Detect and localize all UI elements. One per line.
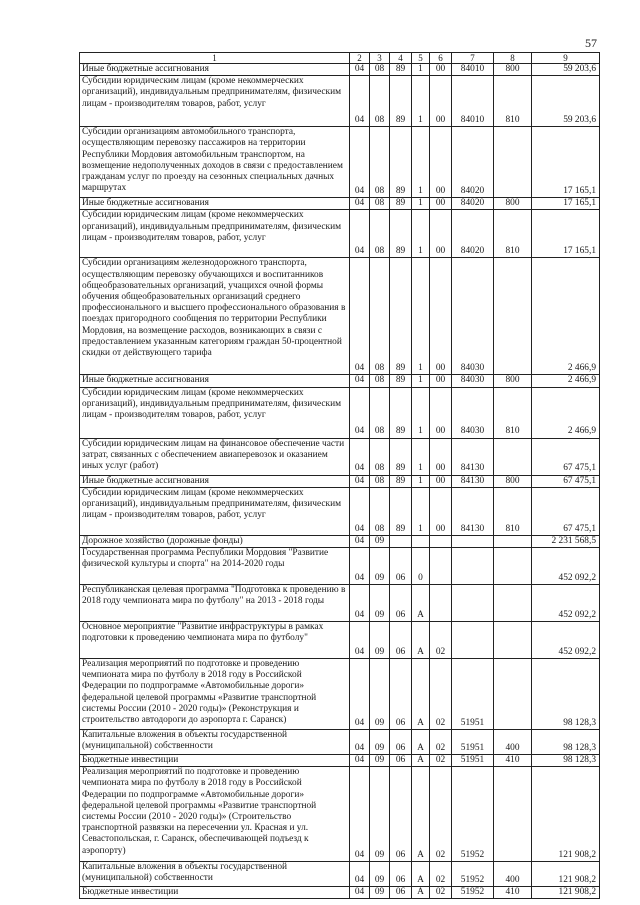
section-code-cell: 04 [350,198,370,210]
amount-cell: 59 203,6 [532,64,600,76]
row-name-cell: Субсидии юридическим лицам на финансовое обеспечение части затрат, связанных с обеспечением авиаперевозок и оказанием иных услуг (работ) [80,438,350,475]
subsection-code-cell: 09 [370,730,390,755]
measure-code-cell: 02 [430,887,452,899]
subsection-code-cell: 08 [370,487,390,535]
row-name-cell: Субсидии юридическим лицам (кроме некоммерческих организаций), индивидуальным предпринимателям, физическим лицам - производителям товаров, работ, услуг [80,387,350,438]
column-number-header [80,53,600,64]
header-cell: 9 [532,53,600,64]
direction-code-cell: 84020 [452,210,494,258]
amount-cell: 2 466,9 [532,258,600,375]
budget-table [79,52,600,899]
section-code-cell: 04 [350,387,370,438]
direction-code-cell: 84030 [452,258,494,375]
subprogram-code-cell: А [412,659,430,730]
program-code-cell: 89 [390,76,412,127]
direction-code-cell: 51951 [452,659,494,730]
section-code-cell: 04 [350,438,370,475]
amount-cell: 67 475,1 [532,438,600,475]
row-name-cell: Капитальные вложения в объекты государственной (муниципальной) собственности [80,862,350,887]
header-cell: 8 [494,53,532,64]
expense-type-code-cell [494,535,532,547]
direction-code-cell: 84020 [452,127,494,198]
subprogram-code-cell: А [412,767,430,862]
row-name-cell: Капитальные вложения в объекты государственной (муниципальной) собственности [80,730,350,755]
expense-type-code-cell: 800 [494,198,532,210]
subsection-code-cell: 09 [370,862,390,887]
amount-cell: 2 466,9 [532,387,600,438]
section-code-cell: 04 [350,375,370,387]
subsection-code-cell: 09 [370,535,390,547]
amount-cell: 2 231 568,5 [532,535,600,547]
program-code-cell: 06 [390,622,412,659]
subprogram-code-cell: А [412,862,430,887]
subprogram-code-cell: 1 [412,198,430,210]
measure-code-cell: 00 [430,475,452,487]
expense-type-code-cell: 400 [494,730,532,755]
measure-code-cell: 00 [430,487,452,535]
subsection-code-cell: 09 [370,887,390,899]
table-row [80,535,600,547]
subprogram-code-cell: 1 [412,375,430,387]
direction-code-cell: 84010 [452,64,494,76]
table-row [80,375,600,387]
section-code-cell: 04 [350,887,370,899]
expense-type-code-cell [494,767,532,862]
header-cell: 1 [80,53,350,64]
subsection-code-cell: 09 [370,585,390,622]
table-row [80,622,600,659]
amount-cell: 121 908,2 [532,887,600,899]
table-row [80,127,600,198]
amount-cell: 452 092,2 [532,585,600,622]
header-cell: 5 [412,53,430,64]
table-row [80,438,600,475]
expense-type-code-cell [494,622,532,659]
subsection-code-cell: 09 [370,548,390,585]
subsection-code-cell: 08 [370,64,390,76]
subsection-code-cell: 08 [370,198,390,210]
row-name-cell: Субсидии организациям железнодорожного транспорта, осуществляющим перевозку обучающихся и воспитанников общеобразовательных организаций, учащихся очной формы обучения общеобразовательных организаций среднего профессионального и высшего профессионального образования в поездах пригородного сообщения по территории Республики Мордовия, на возмещение расходов, возникающих в связи с предоставлением указанным категориям граждан 50-процентной скидки от действующего тарифа [80,258,350,375]
direction-code-cell: 84130 [452,487,494,535]
measure-code-cell [430,585,452,622]
amount-cell: 67 475,1 [532,487,600,535]
table-row [80,887,600,899]
measure-code-cell: 00 [430,64,452,76]
expense-type-code-cell [494,659,532,730]
row-name-cell: Дорожное хозяйство (дорожные фонды) [80,535,350,547]
subprogram-code-cell: 1 [412,258,430,375]
amount-cell: 121 908,2 [532,767,600,862]
header-cell: 4 [390,53,412,64]
program-code-cell: 06 [390,887,412,899]
amount-cell: 98 128,3 [532,730,600,755]
subsection-code-cell: 08 [370,438,390,475]
measure-code-cell: 02 [430,862,452,887]
expense-type-code-cell [494,585,532,622]
program-code-cell: 89 [390,64,412,76]
table-row [80,198,600,210]
amount-cell: 67 475,1 [532,475,600,487]
subsection-code-cell: 08 [370,210,390,258]
table-row [80,862,600,887]
subprogram-code-cell: 1 [412,76,430,127]
measure-code-cell: 02 [430,622,452,659]
subprogram-code-cell: 1 [412,387,430,438]
direction-code-cell: 51952 [452,767,494,862]
section-code-cell: 04 [350,659,370,730]
header-cell: 3 [370,53,390,64]
expense-type-code-cell: 410 [494,887,532,899]
section-code-cell: 04 [350,767,370,862]
table-row [80,659,600,730]
direction-code-cell [452,585,494,622]
direction-code-cell: 84130 [452,438,494,475]
expense-type-code-cell [494,548,532,585]
table-row [80,767,600,862]
row-name-cell: Основное мероприятие "Развитие инфраструктуры в рамках подготовки к проведению чемпионата мира по футболу" [80,622,350,659]
subprogram-code-cell: А [412,730,430,755]
subprogram-code-cell: 1 [412,210,430,258]
direction-code-cell: 51952 [452,862,494,887]
section-code-cell: 04 [350,487,370,535]
subsection-code-cell: 08 [370,375,390,387]
section-code-cell: 04 [350,76,370,127]
table-row [80,258,600,375]
direction-code-cell: 84010 [452,76,494,127]
amount-cell: 98 128,3 [532,755,600,767]
amount-cell: 59 203,6 [532,76,600,127]
row-name-cell: Иные бюджетные ассигнования [80,375,350,387]
table-row [80,487,600,535]
section-code-cell: 04 [350,258,370,375]
header-cell: 6 [430,53,452,64]
subsection-code-cell: 08 [370,387,390,438]
amount-cell: 17 165,1 [532,198,600,210]
program-code-cell: 06 [390,862,412,887]
table-row [80,585,600,622]
subsection-code-cell: 09 [370,622,390,659]
expense-type-code-cell [494,438,532,475]
amount-cell: 2 466,9 [532,375,600,387]
amount-cell: 452 092,2 [532,622,600,659]
expense-type-code-cell: 400 [494,862,532,887]
amount-cell: 121 908,2 [532,862,600,887]
table-row [80,730,600,755]
measure-code-cell: 00 [430,210,452,258]
measure-code-cell: 00 [430,127,452,198]
subprogram-code-cell: А [412,887,430,899]
expense-type-code-cell: 800 [494,64,532,76]
expense-type-code-cell: 410 [494,755,532,767]
expense-type-code-cell [494,258,532,375]
measure-code-cell: 02 [430,767,452,862]
program-code-cell: 06 [390,730,412,755]
direction-code-cell: 84020 [452,198,494,210]
subsection-code-cell: 09 [370,659,390,730]
amount-cell: 17 165,1 [532,210,600,258]
row-name-cell: Субсидии юридическим лицам (кроме некоммерческих организаций), индивидуальным предпринимателям, физическим лицам - производителям товаров, работ, услуг [80,76,350,127]
measure-code-cell: 02 [430,755,452,767]
measure-code-cell: 00 [430,375,452,387]
program-code-cell: 89 [390,210,412,258]
header-cell: 7 [452,53,494,64]
section-code-cell: 04 [350,475,370,487]
direction-code-cell [452,622,494,659]
measure-code-cell [430,535,452,547]
measure-code-cell [430,548,452,585]
expense-type-code-cell: 810 [494,76,532,127]
row-name-cell: Бюджетные инвестиции [80,887,350,899]
measure-code-cell: 00 [430,387,452,438]
section-code-cell: 04 [350,548,370,585]
section-code-cell: 04 [350,730,370,755]
measure-code-cell: 02 [430,659,452,730]
expense-type-code-cell: 810 [494,487,532,535]
program-code-cell: 06 [390,767,412,862]
table-row [80,76,600,127]
direction-code-cell: 84030 [452,375,494,387]
page-number: 57 [585,36,597,50]
program-code-cell: 89 [390,487,412,535]
direction-code-cell: 51951 [452,755,494,767]
subsection-code-cell: 09 [370,755,390,767]
header-cell: 2 [350,53,370,64]
subprogram-code-cell: А [412,585,430,622]
amount-cell: 98 128,3 [532,659,600,730]
expense-type-code-cell: 810 [494,387,532,438]
subprogram-code-cell: 1 [412,438,430,475]
table-row [80,548,600,585]
program-code-cell: 06 [390,548,412,585]
table-row [80,755,600,767]
section-code-cell: 04 [350,535,370,547]
direction-code-cell: 51952 [452,887,494,899]
subprogram-code-cell: 1 [412,64,430,76]
program-code-cell: 89 [390,475,412,487]
subsection-code-cell: 09 [370,767,390,862]
program-code-cell: 89 [390,438,412,475]
table-row [80,210,600,258]
row-name-cell: Иные бюджетные ассигнования [80,475,350,487]
row-name-cell: Республиканская целевая программа "Подготовка к проведению в 2018 году чемпионата мира по футболу" на 2013 - 2018 годы [80,585,350,622]
subprogram-code-cell: 1 [412,127,430,198]
section-code-cell: 04 [350,622,370,659]
subprogram-code-cell [412,535,430,547]
subprogram-code-cell: А [412,755,430,767]
subprogram-code-cell: 1 [412,475,430,487]
section-code-cell: 04 [350,64,370,76]
table-row [80,64,600,76]
section-code-cell: 04 [350,862,370,887]
measure-code-cell: 00 [430,438,452,475]
table-row [80,475,600,487]
direction-code-cell: 84130 [452,475,494,487]
row-name-cell: Иные бюджетные ассигнования [80,198,350,210]
row-name-cell: Субсидии юридическим лицам (кроме некоммерческих организаций), индивидуальным предпринимателям, физическим лицам - производителям товаров, работ, услуг [80,210,350,258]
row-name-cell: Реализация мероприятий по подготовке и проведению чемпионата мира по футболу в 2018 году в Российской Федерации по подпрограмме «Автомобильные дороги» федеральной целевой программы «Развитие транспортной системы России (2010 - 2020 годы)» (Реконструкция и строительство автодороги до аэропорта г. Саранск) [80,659,350,730]
row-name-cell: Субсидии организациям автомобильного транспорта, осуществляющим перевозку пассажиров на территории Республики Мордовия автомобильным транспортом, на возмещение недополученных доходов в связи с предоставлением гражданам услуг по проезду на сезонных специальных дачных маршрутах [80,127,350,198]
expense-type-code-cell: 810 [494,210,532,258]
subprogram-code-cell: А [412,622,430,659]
program-code-cell: 06 [390,659,412,730]
program-code-cell: 89 [390,258,412,375]
row-name-cell: Субсидии юридическим лицам (кроме некоммерческих организаций), индивидуальным предпринимателям, физическим лицам - производителям товаров, работ, услуг [80,487,350,535]
row-name-cell: Государственная программа Республики Мордовия "Развитие физической культуры и спорта" на 2014-2020 годы [80,548,350,585]
amount-cell: 452 092,2 [532,548,600,585]
program-code-cell [390,535,412,547]
direction-code-cell [452,535,494,547]
program-code-cell: 06 [390,755,412,767]
expense-type-code-cell: 800 [494,475,532,487]
subprogram-code-cell: 1 [412,487,430,535]
subsection-code-cell: 08 [370,475,390,487]
measure-code-cell: 02 [430,730,452,755]
subsection-code-cell: 08 [370,76,390,127]
direction-code-cell [452,548,494,585]
direction-code-cell: 84030 [452,387,494,438]
section-code-cell: 04 [350,755,370,767]
row-name-cell: Реализация мероприятий по подготовке и проведению чемпионата мира по футболу в 2018 году в Российской Федерации по подпрограмме «Автомобильные дороги» федеральной целевой программы «Развитие транспортной системы России (2010 - 2020 годы)» (Строительство транспортной развязки на пересечении ул. Красная и ул. Севастопольская, г. Саранск, обеспечивающей подъезд к аэропорту) [80,767,350,862]
row-name-cell: Бюджетные инвестиции [80,755,350,767]
subsection-code-cell: 08 [370,127,390,198]
program-code-cell: 89 [390,375,412,387]
measure-code-cell: 00 [430,76,452,127]
measure-code-cell: 00 [430,198,452,210]
subprogram-code-cell: 0 [412,548,430,585]
program-code-cell: 06 [390,585,412,622]
subsection-code-cell: 08 [370,258,390,375]
table-row [80,387,600,438]
program-code-cell: 89 [390,127,412,198]
amount-cell: 17 165,1 [532,127,600,198]
row-name-cell: Иные бюджетные ассигнования [80,64,350,76]
expense-type-code-cell [494,127,532,198]
expense-type-code-cell: 800 [494,375,532,387]
direction-code-cell: 51951 [452,730,494,755]
program-code-cell: 89 [390,198,412,210]
measure-code-cell: 00 [430,258,452,375]
section-code-cell: 04 [350,585,370,622]
section-code-cell: 04 [350,210,370,258]
section-code-cell: 04 [350,127,370,198]
program-code-cell: 89 [390,387,412,438]
